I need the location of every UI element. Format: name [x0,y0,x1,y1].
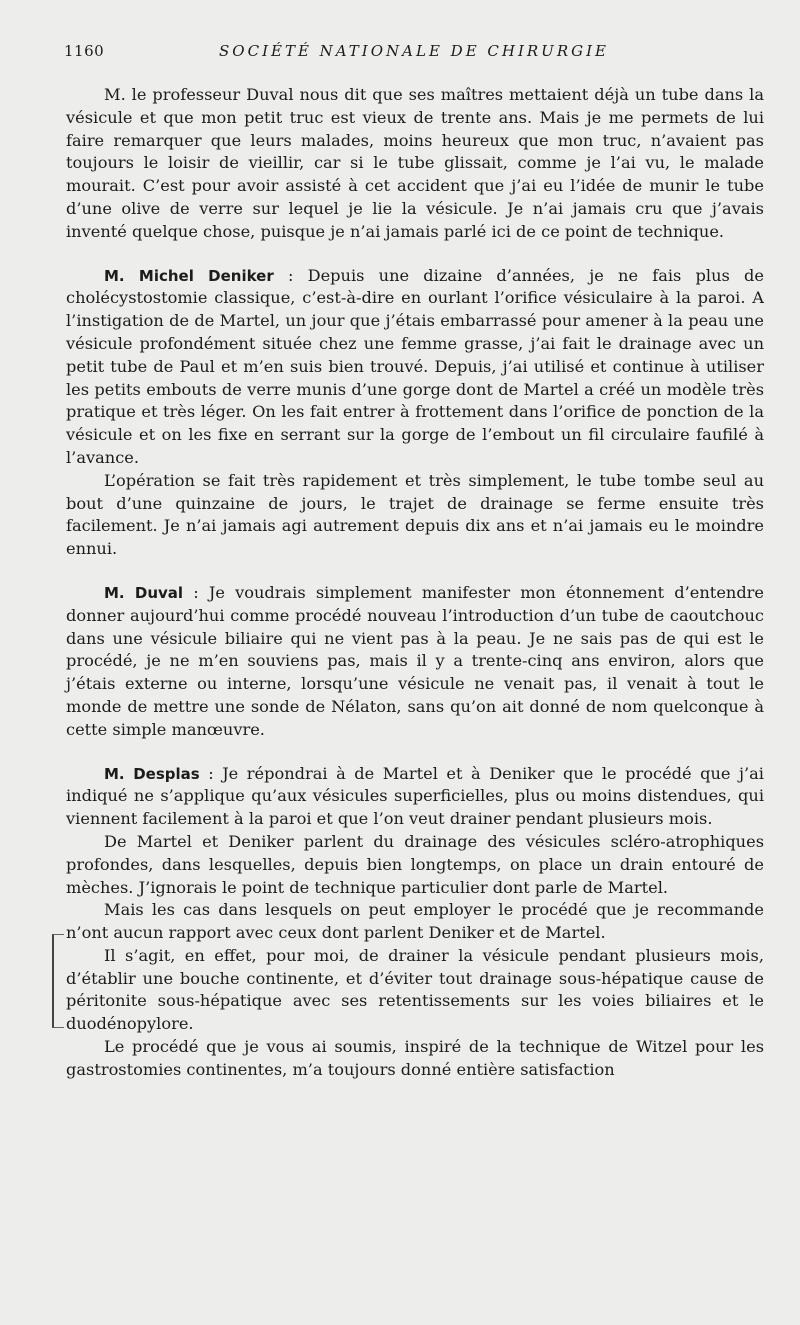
speaker-name: M. Desplas [104,764,200,783]
paragraph: De Martel et Deniker parlent du drainage des vésicules scléro-atrophiques profondes, dans lesquelles, depuis bien longtemps, on place un drain entouré de mèches. J’ignorais le point de technique particulier dont parle de Martel. [66,831,764,897]
paragraph: Mais les cas dans lesquels on peut employer le procédé que je recommande n’ont aucun rapport avec ceux dont parlent Deniker et de Martel. [66,900,764,943]
paragraph: Il s’agit, en effet, pour moi, de drainer la vésicule pendant plusieurs mois, d’établir une bouche continente, et d’éviter tout drainage sous-hépatique cause de péritonite sous-hépatique avec ses retentissements sur les voies biliaires et le duodénopylore. [66,945,764,1034]
speaker-name: M. Duval [104,583,184,602]
body-text [66,84,764,1082]
page-number: 1160 [64,42,105,60]
paragraph: M. Desplas : Je répondrai à de Martel et à Deniker que le procédé que j’ai indiqué ne s’applique qu’aux vésicules superficielles, plus ou moins distendues, qui viennent facilement à la paroi et que l’on veut drainer pendant plusieurs mois. [66,763,764,829]
paragraph: M. Duval : Je voudrais simplement manifester mon étonnement d’entendre donner aujourd’hui comme procédé nouveau l’introduction d’un tube de caoutchouc dans une vésicule biliaire qui ne vient pas à la peau. Je ne sais pas de qui est le procédé, je ne m’en souviens pas, mais il y a trente-cinq ans environ, alors que j’étais externe ou interne, lorsqu’une vésicule ne venait pas, il venait à tout le monde de mettre une sonde de Nélaton, sans qu’on ait donné de nom quelconque à cette simple manœuvre. [66,582,764,739]
paragraph: Le procédé que je vous ai soumis, inspiré de la technique de Witzel pour les gastrostomies continentes, m’a toujours donné entière satisfaction [66,1037,764,1079]
margin-bracket-mark [52,934,64,1028]
paragraph: L’opération se fait très rapidement et très simplement, le tube tombe seul au bout d’une quinzaine de jours, le trajet de drainage se ferme ensuite très facilement. Je n’ai jamais agi autrement depuis dix ans et n’ai jamais eu le moindre ennui. [66,470,764,559]
journal-title: SOCIÉTÉ NATIONALE DE CHIRURGIE [219,42,609,60]
paragraph: M. le professeur Duval nous dit que ses maîtres mettaient déjà un tube dans la vésicule et que mon petit truc est vieux de trente ans. Mais je me permets de lui faire remarquer que leurs malades, moins heureux que mon truc, n’avaient pas toujours le loisir de vieillir, car si le tube glissait, comme je l’ai vu, le malade mourait. C’est pour avoir assisté à cet accident que j’ai eu l’idée de munir le tube d’une olive de verre sur lequel je lie la vésicule. Je n’ai jamais cru que j’avais inventé quelque chose, puisque je n’ai jamais parlé ici de ce point de technique. [66,85,764,241]
running-head [64,42,764,66]
speaker-name: M. Michel Deniker [104,266,274,285]
paragraph: M. Michel Deniker : Depuis une dizaine d’années, je ne fais plus de cholécystostomie classique, c’est-à-dire en ourlant l’orifice vésiculaire à la paroi. A l’instigation de de Martel, un jour que j’étais embarrassé pour amener à la peau une vésicule profondément située chez une femme grasse, j’ai fait le drainage avec un petit tube de Paul et m’en suis bien trouvé. Depuis, j’ai utilisé et continue à utiliser les petits embouts de verre munis d’une gorge dont de Martel a créé un modèle très pratique et très léger. On les fait entrer à frottement dans l’orifice de ponction de la vésicule et on les fixe en serrant sur la gorge de l’embout un fil circulaire faufilé à l’avance. [66,265,764,467]
